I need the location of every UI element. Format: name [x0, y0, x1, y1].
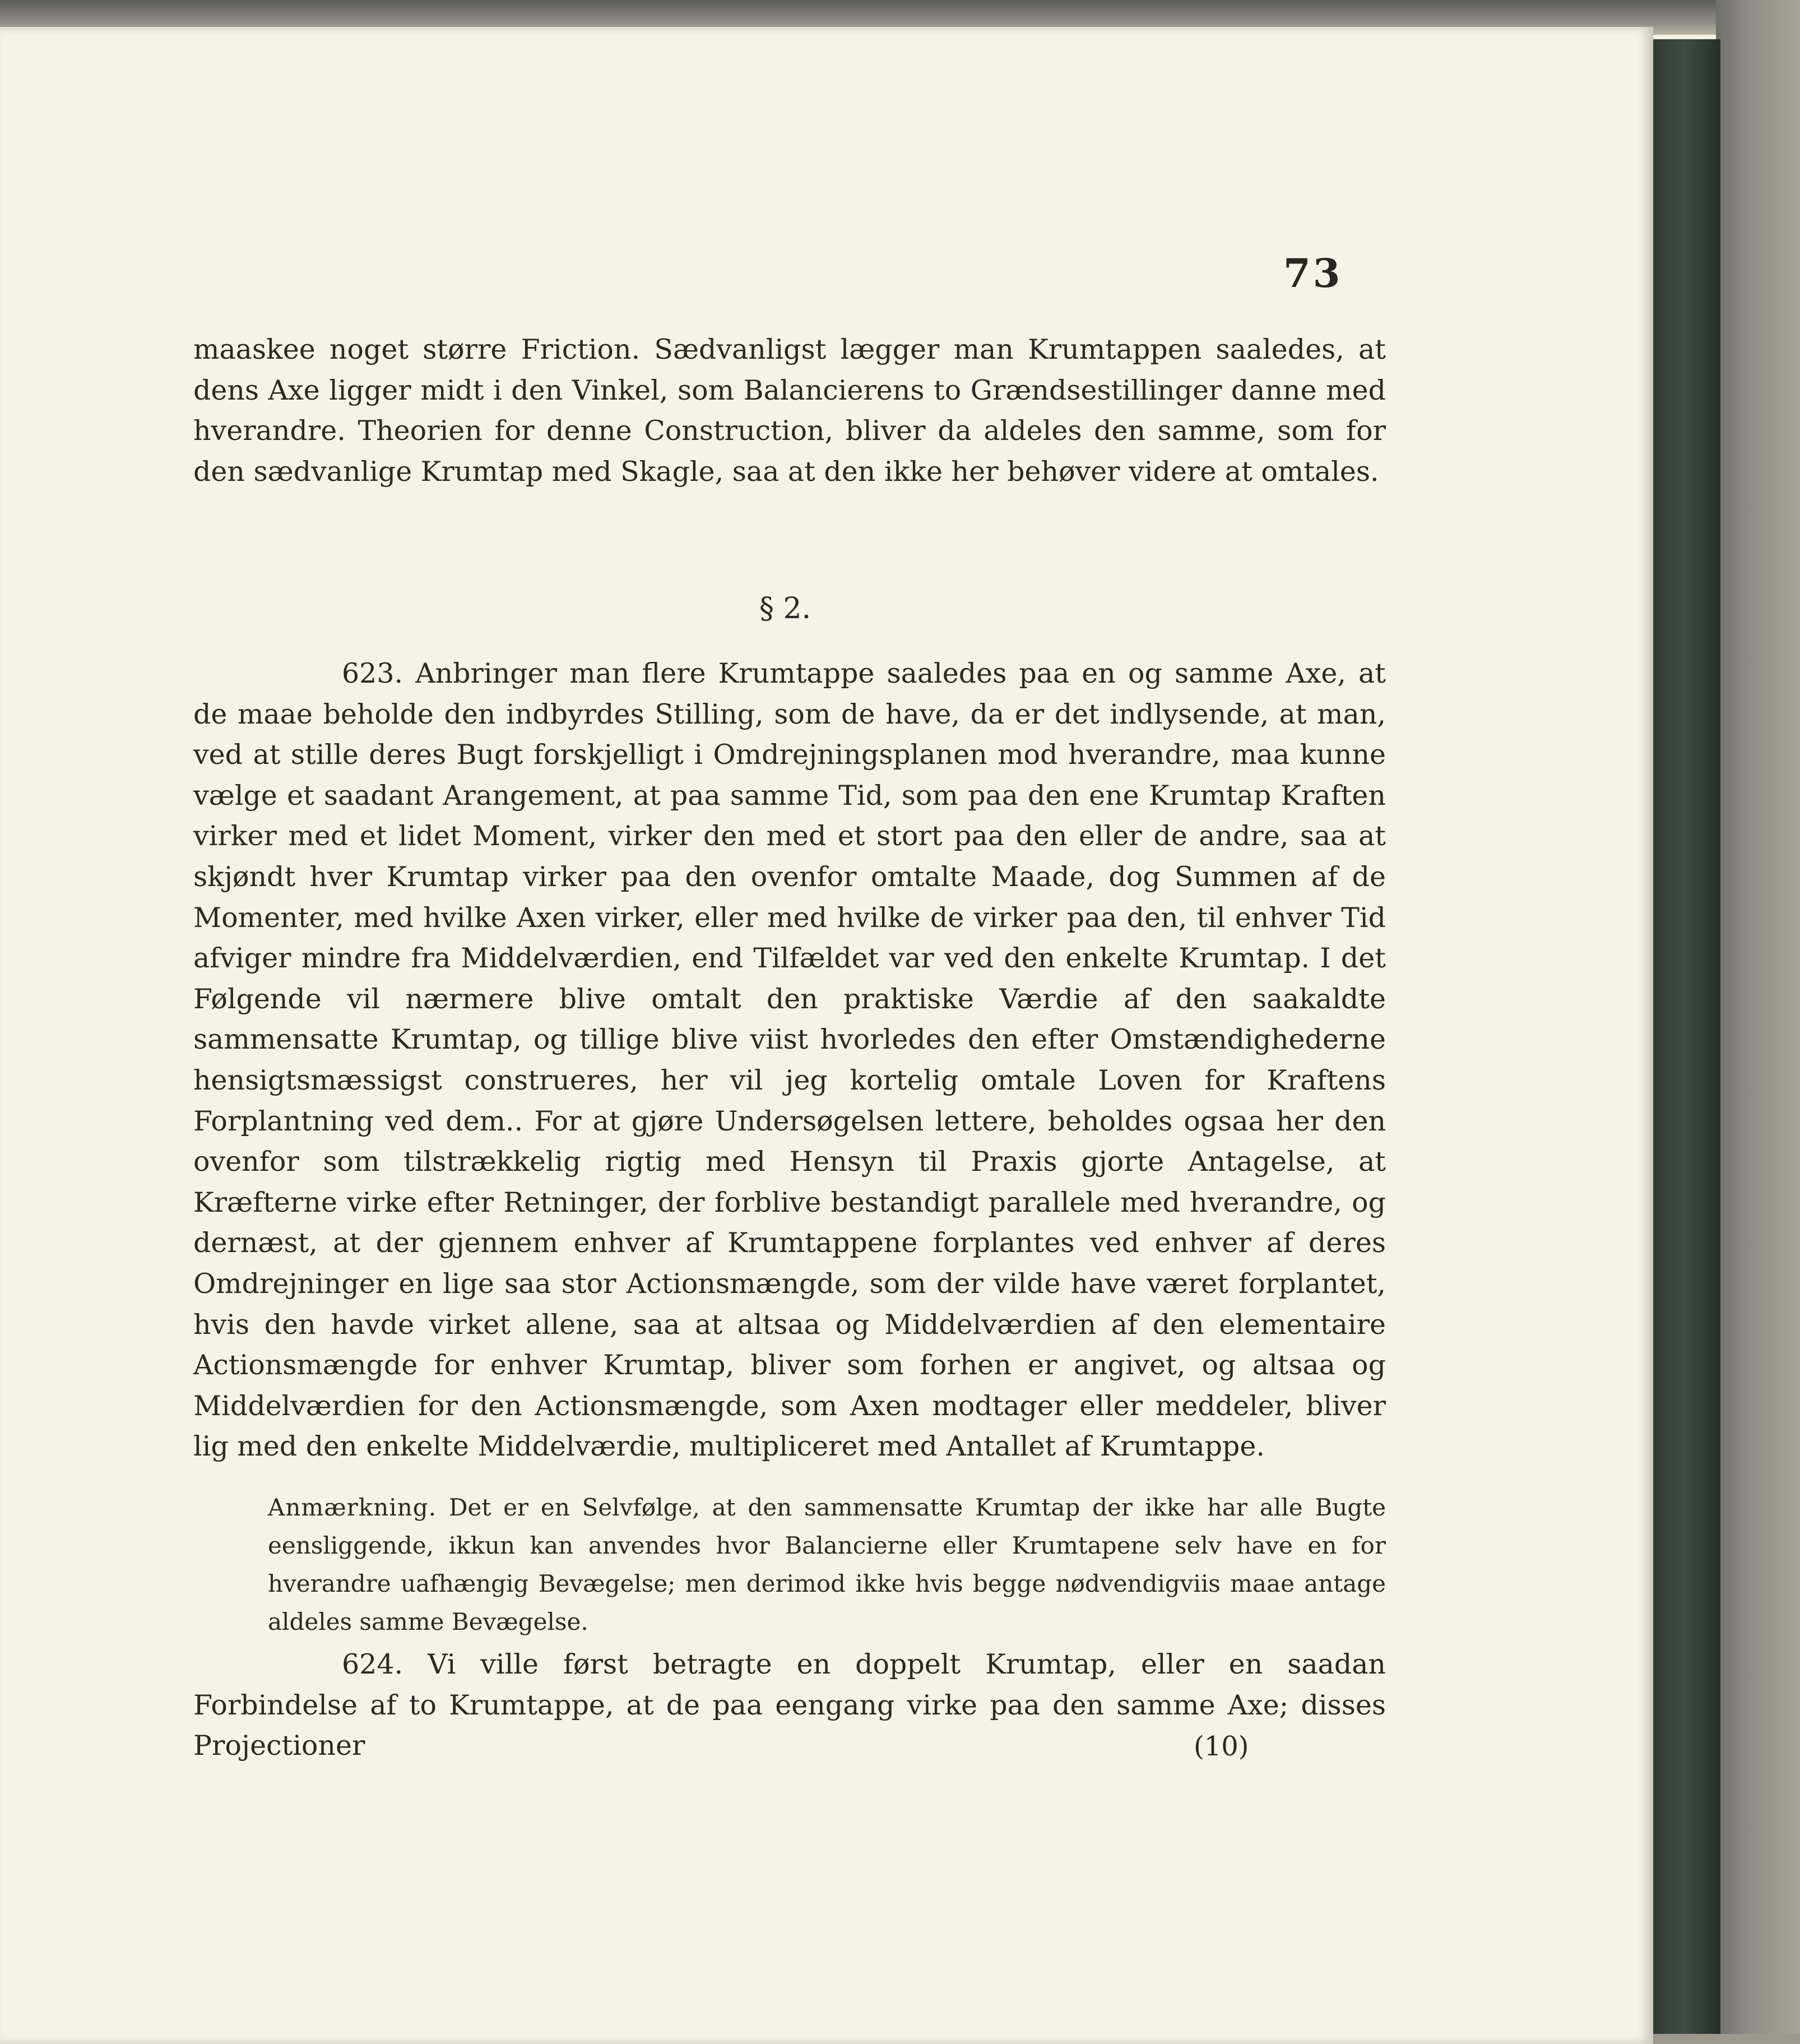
paragraph-623: 623. Anbringer man flere Krumtappe saaledes paa en og samme Axe, at de maae beholde den indbyrdes Stilling, som de have, da er det indlysende, at man, ved at stille deres Bugt forskjelligt i Omdrejningsplanen mod hverandre, maa kunne vælge et saadant Arangement, at paa samme Tid, som paa den ene Krumtap Kraften virker med et lidet Moment, virker den med et stort paa den eller de andre, saa at skjøndt hver Krumtap virker paa den ovenfor omtalte Maade, dog Summen af de Momenter, med hvilke Axen virker, eller med hvilke de virker paa den, til enhver Tid afviger mindre fra Middelværdien, end Tilfældet var ved den enkelte Krumtap. I det Følgende vil nærmere blive omtalt den praktiske Værdie af den saakaldte sammensatte Krumtap, og tillige blive viist hvorledes den efter Omstændighederne hensigtsmæssigst construeres, her vil jeg kortelig omtale Loven for Kraftens Forplantning ved dem.. For at gjøre Undersøgelsen lettere, beholdes ogsaa her den ovenfor som tilstrækkelig rigtig med Hensyn til Praxis gjorte Antagelse, at Kræfterne virke efter Retninger, der forblive bestandigt parallele med hverandre, og dernæst, at der gjennem enhver af Krumtappene forplantes ved enhver af deres Omdrejninger en lige saa stor Actionsmængde, som der vilde have været forplantet, hvis den havde virket allene, saa at altsaa og Middelværdien af den elementaire Actionsmængde for enhver Krumtap, bliver som forhen er angivet, og altsaa og Middelværdien for den Actionsmængde, som Axen modtager eller meddeler, bliver lig med den enkelte Middelværdie, multipliceret med Antallet af Krumtappe. — [193, 657, 1386, 1463]
book-page — [0, 27, 1653, 2044]
section-heading: § 2. — [759, 592, 811, 625]
remark-note — [268, 1489, 1386, 1641]
signature-mark: (10) — [1194, 1731, 1249, 1762]
remark-text: Det er en Selvfølge, at den sammensatte Krumtap der ikke har alle Bugte eensliggende, ikkun kan anvendes hvor Balancierne eller Krumtapene selv have en for hverandre uafhængig Bevægelse; men derimod ikke hvis begge nødvendigviis maae antage aldeles samme Bevægelse. — [268, 1494, 1386, 1635]
remark-label: Anmærkning. — [268, 1494, 437, 1521]
paragraph-624: 624. Vi ville først betragte en doppelt Krumtap, eller en saadan Forbindelse af to Krumtappe, at de paa eengang virke paa den samme Axe; disses Projectioner — [193, 1648, 1386, 1762]
book-cover-right — [1716, 0, 1800, 2044]
page-edges — [1648, 39, 1720, 2034]
paragraph-continuation: maaskee noget større Friction. Sædvanligst lægger man Krumtappen saaledes, at dens Axe ligger midt i den Vinkel, som Balancierens to Grændsestillinger danne med hverandre. Theorien for denne Construction, bliver da aldeles den samme, som for den sædvanlige Krumtap med Skagle, saa at den ikke her behøver videre at omtales. — [193, 333, 1386, 488]
page-number: 73 — [1283, 250, 1343, 296]
